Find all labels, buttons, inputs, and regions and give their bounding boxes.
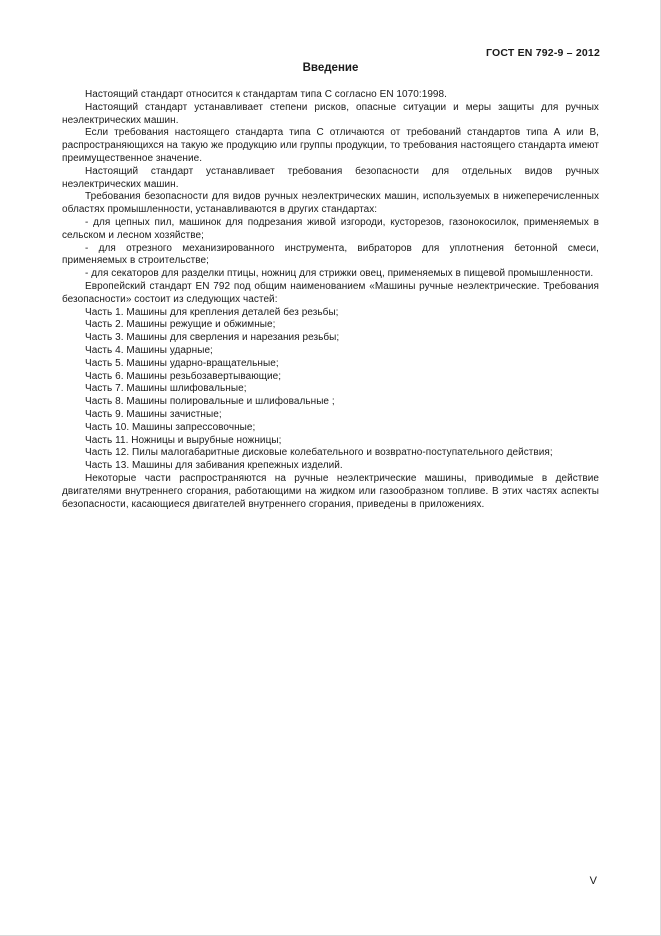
paragraph-en792-parts: Европейский стандарт EN 792 под общим наименованием «Машины ручные неэлектрические. Требования безопасности» состоит из следующих частей: <box>62 280 599 305</box>
part-item-8: Часть 8. Машины полировальные и шлифовальные ; <box>85 396 335 408</box>
part-item-5: Часть 5. Машины ударно-вращательные; <box>85 357 279 369</box>
paragraph-other-standards: Требования безопасности для видов ручных неэлектрических машин, используемых в нижеперечисленных областях промышленности, устанавливаются в других стандартах: <box>62 191 599 216</box>
part-item-3: Часть 3. Машины для сверления и нарезания резьбы; <box>85 332 340 344</box>
page-number: V <box>589 875 597 887</box>
part-item-6: Часть 6. Машины резьбозавертывающие; <box>85 370 282 382</box>
body-text <box>62 89 599 511</box>
paragraph-precedence: Если требования настоящего стандарта типа С отличаются от требований стандартов типа А или В, распространяющихся на такую же продукцию или группы продукции, то требования настоящего стандарта имеют преимущественное значение. <box>62 127 599 164</box>
part-item-7: Часть 7. Машины шлифовальные; <box>85 383 247 395</box>
list-item-food-industry: - для секаторов для разделки птицы, ножниц для стрижки овец, применяемых в пищевой промышленности. <box>85 268 594 280</box>
part-item-9: Часть 9. Машины зачистные; <box>85 408 222 420</box>
part-item-12: Часть 12. Пилы малогабаритные дисковые колебательного и возвратно-поступательного действия; <box>85 447 553 459</box>
part-item-1: Часть 1. Машины для крепления деталей без резьбы; <box>85 306 339 318</box>
list-item-construction: - для отрезного механизированного инструмента, вибраторов для уплотнения бетонной смеси, применяемых в строительстве; <box>62 242 599 267</box>
paragraph-scope: Настоящий стандарт относится к стандартам типа С согласно EN 1070:1998. <box>85 89 447 100</box>
part-item-11: Часть 11. Ножницы и вырубные ножницы; <box>85 434 282 446</box>
part-item-13: Часть 13. Машины для забивания крепежных изделий. <box>85 460 343 472</box>
list-item-agriculture: - для цепных пил, машинок для подрезания живой изгороди, кусторезов, газонокосилок, применяемых в сельском и лесном хозяйстве; <box>62 216 599 241</box>
document-code: ГОСТ EN 792-9 – 2012 <box>485 47 600 59</box>
section-heading: Введение <box>302 62 359 74</box>
paragraph-risks: Настоящий стандарт устанавливает степени рисков, опасные ситуации и меры защиты для ручных неэлектрических машин. <box>62 101 599 126</box>
part-item-2: Часть 2. Машины режущие и обжимные; <box>85 319 276 331</box>
part-item-10: Часть 10. Машины запрессовочные; <box>85 421 256 433</box>
part-item-4: Часть 4. Машины ударные; <box>85 344 213 356</box>
paragraph-combustion-engines: Некоторые части распространяются на ручные неэлектрические машины, приводимые в действие двигателями внутреннего сгорания, работающими на жидком или газообразном топливе. В этих частях аспекты безопасности, касающиеся двигателей внутреннего сгорания, приведены в приложениях. <box>62 472 599 510</box>
paragraph-requirements: Настоящий стандарт устанавливает требования безопасности для отдельных видов ручных неэлектрических машин. <box>62 165 599 190</box>
